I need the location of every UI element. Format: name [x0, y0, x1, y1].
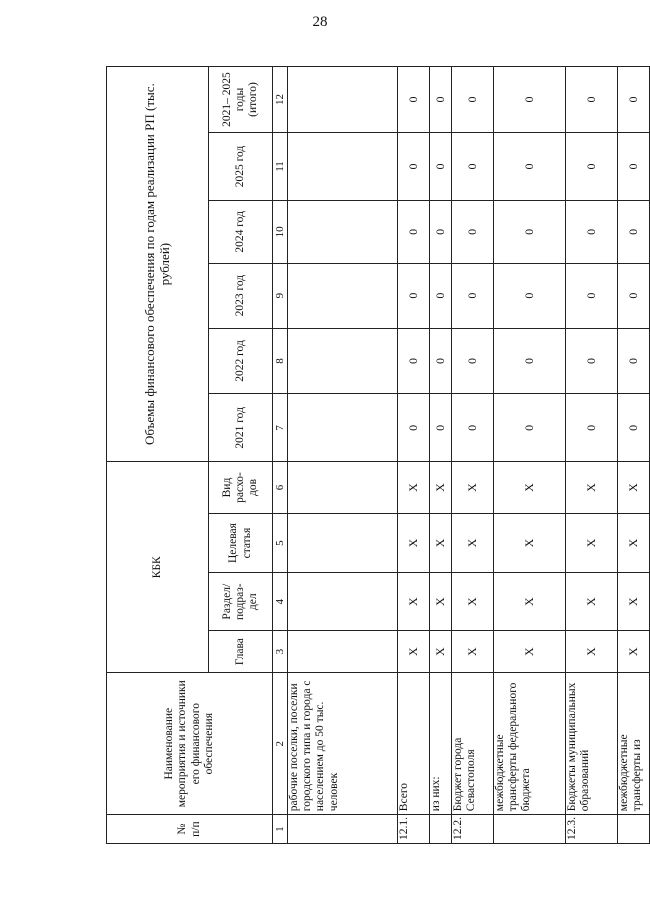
amount-cell: 0: [494, 200, 566, 263]
col-number: 8: [273, 328, 288, 394]
amount-cell: [288, 133, 398, 201]
kbk-cell: Х: [430, 631, 452, 673]
col-number: 11: [273, 133, 288, 201]
amount-cell: 0: [452, 133, 494, 201]
row-number: [288, 815, 398, 844]
header-glava: Глава: [209, 631, 273, 673]
amount-cell: 0: [618, 394, 650, 462]
header-2025: 2025 год: [209, 133, 273, 201]
amount-cell: [288, 328, 398, 394]
table-row: [452, 67, 494, 844]
row-name: из них:: [430, 673, 452, 815]
row-name: Бюджеты муниципальных образований: [566, 673, 618, 815]
header-razdel: Раздел/ подраз-дел: [209, 573, 273, 631]
kbk-cell: Х: [452, 631, 494, 673]
row-number: [494, 815, 566, 844]
kbk-cell: Х: [566, 631, 618, 673]
table-row: [288, 67, 398, 844]
amount-cell: 0: [566, 200, 618, 263]
amount-cell: 0: [430, 263, 452, 328]
table-row: [566, 67, 618, 844]
rotated-table-container: [106, 66, 644, 844]
kbk-cell: [288, 513, 398, 573]
col-number: 2: [273, 673, 288, 815]
row-number: 12.2.: [452, 815, 494, 844]
col-number: 10: [273, 200, 288, 263]
amount-cell: 0: [566, 67, 618, 133]
amount-cell: 0: [618, 263, 650, 328]
kbk-cell: Х: [452, 513, 494, 573]
col-number: 12: [273, 67, 288, 133]
amount-cell: 0: [430, 67, 452, 133]
amount-cell: 0: [398, 394, 430, 462]
table-row: [430, 67, 452, 844]
kbk-cell: Х: [430, 573, 452, 631]
header-name: Наименование мероприятия и источники его финансового обеспечения: [107, 673, 273, 815]
header-2023: 2023 год: [209, 263, 273, 328]
amount-cell: 0: [452, 263, 494, 328]
kbk-cell: Х: [398, 462, 430, 513]
amount-cell: 0: [430, 133, 452, 201]
amount-cell: 0: [430, 394, 452, 462]
kbk-cell: Х: [494, 573, 566, 631]
col-number: 6: [273, 462, 288, 513]
kbk-cell: Х: [618, 462, 650, 513]
amount-cell: 0: [430, 328, 452, 394]
amount-cell: 0: [494, 133, 566, 201]
amount-cell: 0: [398, 263, 430, 328]
amount-cell: 0: [618, 133, 650, 201]
amount-cell: 0: [398, 133, 430, 201]
table-row: [398, 67, 430, 844]
amount-cell: 0: [398, 328, 430, 394]
header-2022: 2022 год: [209, 328, 273, 394]
kbk-cell: Х: [618, 573, 650, 631]
kbk-cell: Х: [566, 513, 618, 573]
header-kbk: КБК: [107, 462, 209, 673]
kbk-cell: Х: [398, 513, 430, 573]
col-number: 5: [273, 513, 288, 573]
kbk-cell: Х: [452, 573, 494, 631]
amount-cell: [288, 200, 398, 263]
row-number: [618, 815, 650, 844]
amount-cell: 0: [618, 328, 650, 394]
kbk-cell: Х: [398, 631, 430, 673]
header-num: № п/п: [107, 815, 273, 844]
amount-cell: 0: [452, 200, 494, 263]
amount-cell: [288, 263, 398, 328]
amount-cell: 0: [618, 200, 650, 263]
amount-cell: 0: [452, 67, 494, 133]
amount-cell: [288, 394, 398, 462]
amount-cell: 0: [494, 328, 566, 394]
page-number: 28: [312, 14, 328, 30]
amount-cell: 0: [566, 133, 618, 201]
header-2024: 2024 год: [209, 200, 273, 263]
amount-cell: 0: [430, 200, 452, 263]
amount-cell: 0: [618, 67, 650, 133]
row-name: Бюджет города Севастополя: [452, 673, 494, 815]
amount-cell: 0: [494, 67, 566, 133]
amount-cell: 0: [452, 394, 494, 462]
amount-cell: [288, 67, 398, 133]
row-number: 12.3.: [566, 815, 618, 844]
kbk-cell: Х: [398, 573, 430, 631]
amount-cell: 0: [398, 67, 430, 133]
col-number: 1: [273, 815, 288, 844]
amount-cell: 0: [566, 328, 618, 394]
row-name: рабочие поселки, поселки городского типа и города с населением до 50 тыс. человек: [288, 673, 398, 815]
header-total: 2021– 2025 годы (итого): [209, 67, 273, 133]
header-2021: 2021 год: [209, 394, 273, 462]
row-name: межбюджетные трансферты из: [618, 673, 650, 815]
table-body: [288, 67, 650, 844]
header-vid: Вид расхо-дов: [209, 462, 273, 513]
kbk-cell: Х: [566, 573, 618, 631]
kbk-cell: Х: [618, 631, 650, 673]
col-number: 3: [273, 631, 288, 673]
kbk-cell: [288, 462, 398, 513]
kbk-cell: [288, 573, 398, 631]
header-funding: Объемы финансового обеспечения по годам реализации РП (тыс. рублей): [107, 67, 209, 462]
kbk-cell: Х: [430, 513, 452, 573]
header-celevaya: Целевая статья: [209, 513, 273, 573]
row-name: Всего: [398, 673, 430, 815]
table-row: [618, 67, 650, 844]
column-number-row: [273, 67, 288, 844]
amount-cell: 0: [398, 200, 430, 263]
col-number: 4: [273, 573, 288, 631]
amount-cell: 0: [452, 328, 494, 394]
kbk-cell: Х: [566, 462, 618, 513]
row-number: [430, 815, 452, 844]
amount-cell: 0: [494, 263, 566, 328]
kbk-cell: [288, 631, 398, 673]
amount-cell: 0: [566, 394, 618, 462]
kbk-cell: Х: [430, 462, 452, 513]
amount-cell: 0: [566, 263, 618, 328]
table-row: [494, 67, 566, 844]
col-number: 7: [273, 394, 288, 462]
kbk-cell: Х: [494, 462, 566, 513]
kbk-cell: Х: [452, 462, 494, 513]
row-name: межбюджетные трансферты федерального бюджета: [494, 673, 566, 815]
amount-cell: 0: [494, 394, 566, 462]
col-number: 9: [273, 263, 288, 328]
kbk-cell: Х: [494, 513, 566, 573]
row-number: 12.1.: [398, 815, 430, 844]
kbk-cell: Х: [618, 513, 650, 573]
funding-table: [106, 66, 650, 844]
kbk-cell: Х: [494, 631, 566, 673]
